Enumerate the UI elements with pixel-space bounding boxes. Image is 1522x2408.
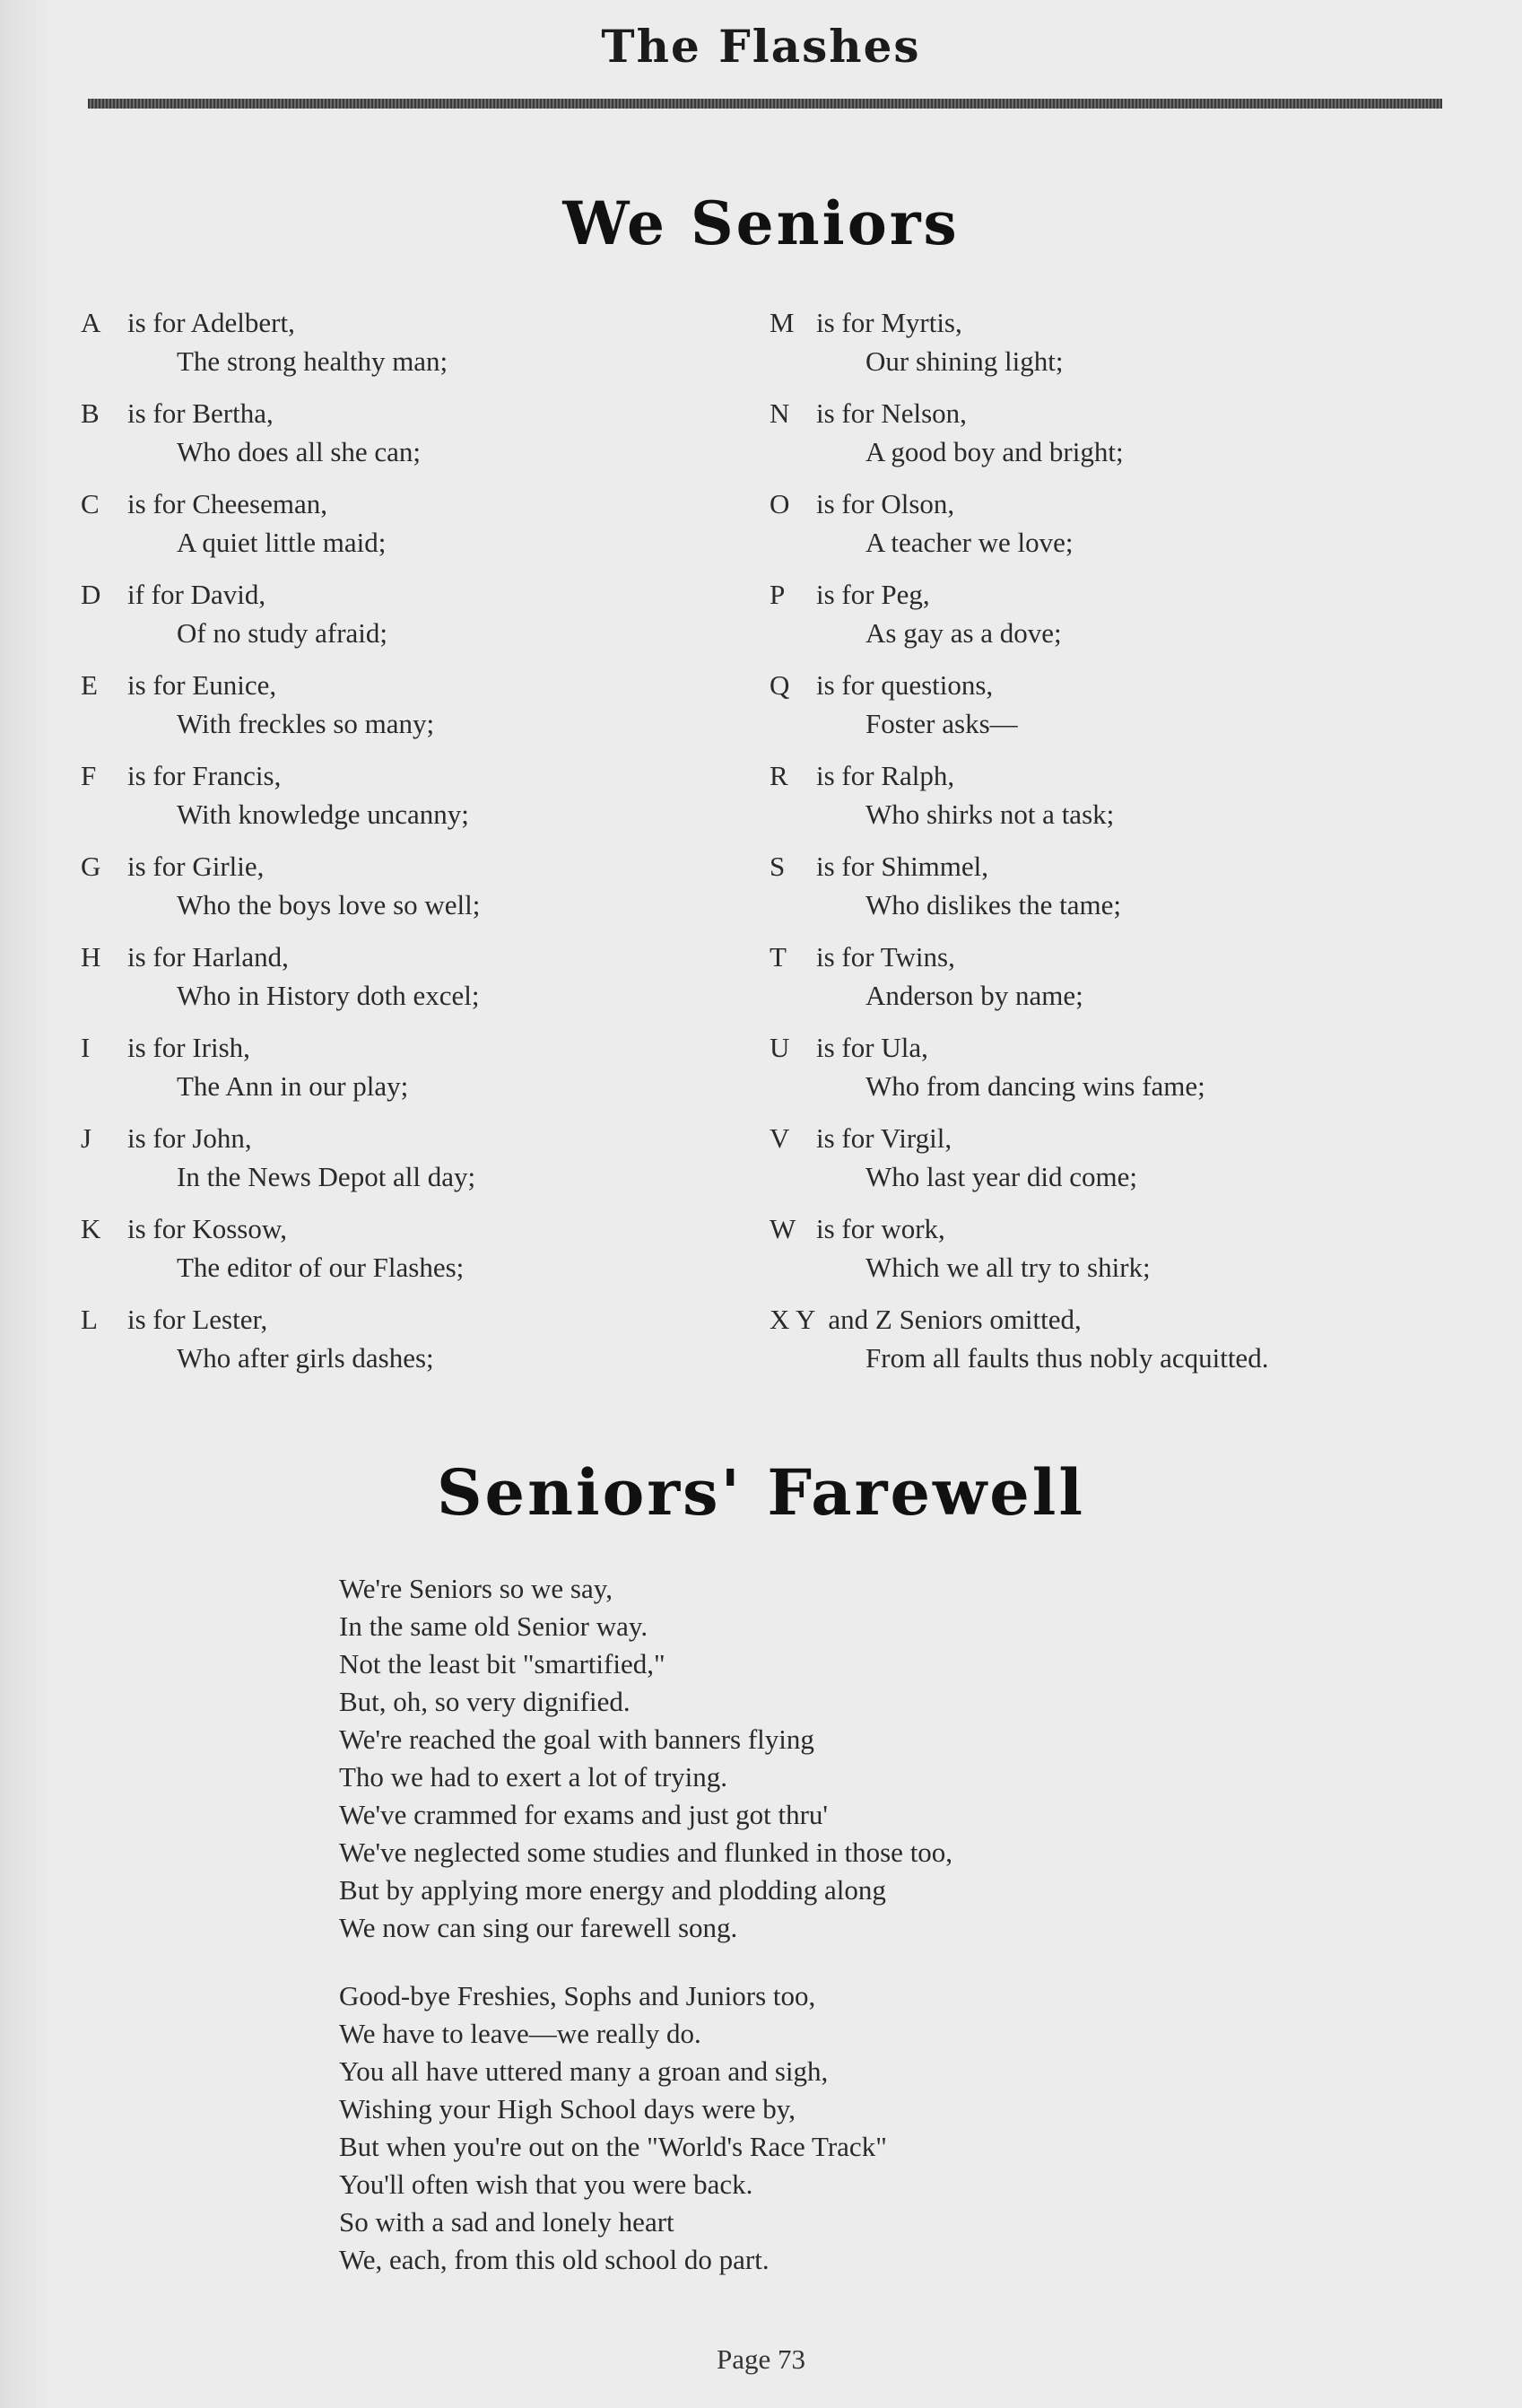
entry-letter: E — [81, 669, 98, 701]
section-title-we-seniors: We Seniors — [562, 188, 960, 258]
poem-line: But, oh, so very dignified. — [339, 1686, 631, 1717]
poem-line: But when you're out on the "World's Race Track" — [339, 2131, 887, 2162]
entry-line-1: is for Eunice, — [127, 669, 277, 701]
poem-line: You'll often wish that you were back. — [339, 2168, 753, 2200]
poem-line: We now can sing our farewell song. — [339, 1912, 738, 1943]
entry-line-2: The editor of our Flashes; — [177, 1252, 465, 1283]
entry-letter: D — [81, 579, 101, 610]
entry-line-2: A teacher we love; — [865, 527, 1074, 558]
alphabet-entry — [770, 575, 1451, 652]
entry-line-1: is for Girlie, — [127, 851, 265, 882]
entry-line-2: Anderson by name; — [865, 980, 1083, 1011]
poem-line: Not the least bit "smartified," — [339, 1648, 665, 1679]
entry-line-2: The Ann in our play; — [177, 1070, 409, 1102]
entry-line-1: is for John, — [127, 1122, 252, 1154]
entry-letter: S — [770, 851, 786, 882]
alphabet-entry — [770, 1209, 1451, 1287]
entry-line-1: is for Olson, — [816, 488, 955, 519]
entry-letter: A — [81, 307, 101, 338]
alphabet-entry — [81, 938, 762, 1015]
entry-letter: C — [81, 488, 100, 519]
alphabet-entry — [81, 394, 762, 471]
page-gutter-shadow — [0, 0, 54, 2408]
alphabet-entry — [770, 847, 1451, 924]
entry-line-1: is for Lester, — [127, 1304, 268, 1335]
entry-line-2: Of no study afraid; — [177, 617, 388, 649]
entry-letter: W — [770, 1213, 796, 1244]
entry-line-2: Who dislikes the tame; — [865, 889, 1121, 920]
entry-letter: X Y — [770, 1304, 816, 1335]
entry-line-1: is for Virgil, — [816, 1122, 952, 1154]
alphabet-entry — [81, 1300, 762, 1377]
poem-line: We're Seniors so we say, — [339, 1573, 613, 1604]
alphabet-entry — [81, 1119, 762, 1196]
poem-line: We've neglected some studies and flunked in those too, — [339, 1837, 953, 1868]
poem-line: We're reached the goal with banners flying — [339, 1723, 814, 1755]
alphabet-entry — [770, 1028, 1451, 1105]
entry-line-1: is for Ula, — [816, 1032, 928, 1063]
entry-line-1: is for Adelbert, — [127, 307, 295, 338]
entry-line-2: The strong healthy man; — [177, 345, 448, 377]
alphabet-entry — [770, 756, 1451, 833]
poem-line: Good-bye Freshies, Sophs and Juniors too, — [339, 1980, 816, 2011]
entry-line-2: Who shirks not a task; — [865, 798, 1115, 830]
alphabet-entry — [770, 303, 1451, 380]
entry-line-1: and Z Seniors omitted, — [828, 1304, 1082, 1335]
section-title-seniors-farewell: Seniors' Farewell — [437, 1455, 1085, 1530]
alphabet-entry — [770, 1119, 1451, 1196]
poem-line: We have to leave—we really do. — [339, 2018, 701, 2049]
entry-line-2: Our shining light; — [865, 345, 1064, 377]
alphabet-entry — [81, 575, 762, 652]
alphabet-entry — [770, 394, 1451, 471]
alphabet-entry — [770, 484, 1451, 562]
entry-letter: M — [770, 307, 795, 338]
entry-letter: L — [81, 1304, 98, 1335]
entry-line-2: Who in History doth excel; — [177, 980, 480, 1011]
entry-line-1: is for Myrtis, — [816, 307, 962, 338]
alphabet-entry — [81, 484, 762, 562]
entry-line-2: Who last year did come; — [865, 1161, 1138, 1192]
poem-stanza — [339, 1977, 1236, 2279]
entry-letter: Q — [770, 669, 790, 701]
entry-line-2: Who the boys love so well; — [177, 889, 481, 920]
poem-line: We've crammed for exams and just got thru' — [339, 1799, 828, 1830]
alphabet-entry — [81, 666, 762, 743]
entry-line-2: In the News Depot all day; — [177, 1161, 476, 1192]
poem-line: In the same old Senior way. — [339, 1610, 648, 1642]
farewell-poem — [339, 1570, 1236, 2309]
entry-line-1: is for Peg, — [816, 579, 930, 610]
header-rule — [88, 99, 1442, 109]
entry-letter: H — [81, 941, 101, 973]
entry-line-1: is for Twins, — [816, 941, 955, 973]
entry-line-1: is for Irish, — [127, 1032, 250, 1063]
entry-line-2: With freckles so many; — [177, 708, 435, 739]
entry-line-2: Who after girls dashes; — [177, 1342, 434, 1374]
entry-letter: F — [81, 760, 97, 791]
alphabet-left-column — [81, 303, 762, 1391]
entry-line-1: is for Shimmel, — [816, 851, 989, 882]
running-header-title: The Flashes — [601, 20, 921, 73]
entry-letter: R — [770, 760, 788, 791]
poem-line: But by applying more energy and plodding along — [339, 1874, 886, 1906]
poem-line: Wishing your High School days were by, — [339, 2093, 796, 2124]
entry-letter: O — [770, 488, 790, 519]
alphabet-entry — [81, 1028, 762, 1105]
entry-line-2: As gay as a dove; — [865, 617, 1062, 649]
entry-letter: N — [770, 397, 790, 429]
entry-line-1: is for work, — [816, 1213, 945, 1244]
entry-line-2: Who from dancing wins fame; — [865, 1070, 1205, 1102]
entry-line-1: is for Francis, — [127, 760, 282, 791]
poem-line: Tho we had to exert a lot of trying. — [339, 1761, 728, 1793]
alphabet-entry — [770, 1300, 1451, 1377]
entry-letter: I — [81, 1032, 91, 1063]
alphabet-entry — [81, 303, 762, 380]
page-number: Page 73 — [716, 2343, 805, 2375]
poem-line: So with a sad and lonely heart — [339, 2206, 674, 2238]
entry-line-1: is for Bertha, — [127, 397, 274, 429]
entry-letter: B — [81, 397, 100, 429]
alphabet-right-column — [770, 303, 1451, 1391]
entry-line-1: is for questions, — [816, 669, 994, 701]
entry-line-2: A quiet little maid; — [177, 527, 387, 558]
entry-line-2: Which we all try to shirk; — [865, 1252, 1151, 1283]
entry-line-2: Who does all she can; — [177, 436, 422, 467]
entry-line-1: is for Harland, — [127, 941, 289, 973]
entry-letter: T — [770, 941, 787, 973]
entry-line-1: is for Nelson, — [816, 397, 967, 429]
alphabet-entry — [81, 756, 762, 833]
alphabet-entry — [770, 938, 1451, 1015]
alphabet-entry — [81, 847, 762, 924]
entry-line-2: From all faults thus nobly acquitted. — [865, 1342, 1269, 1374]
entry-line-2: Foster asks— — [865, 708, 1018, 739]
entry-line-2: With knowledge uncanny; — [177, 798, 469, 830]
entry-line-1: is for Kossow, — [127, 1213, 287, 1244]
entry-letter: G — [81, 851, 101, 882]
entry-letter: J — [81, 1122, 92, 1154]
entry-letter: P — [770, 579, 786, 610]
entry-letter: U — [770, 1032, 790, 1063]
poem-line: You all have uttered many a groan and sigh, — [339, 2055, 829, 2087]
entry-letter: K — [81, 1213, 101, 1244]
entry-line-1: if for David, — [127, 579, 266, 610]
alphabet-entry — [770, 666, 1451, 743]
alphabet-entry — [81, 1209, 762, 1287]
poem-line: We, each, from this old school do part. — [339, 2244, 770, 2275]
entry-line-1: is for Ralph, — [816, 760, 955, 791]
entry-letter: V — [770, 1122, 790, 1154]
entry-line-2: A good boy and bright; — [865, 436, 1124, 467]
poem-stanza — [339, 1570, 1236, 1947]
entry-line-1: is for Cheeseman, — [127, 488, 327, 519]
